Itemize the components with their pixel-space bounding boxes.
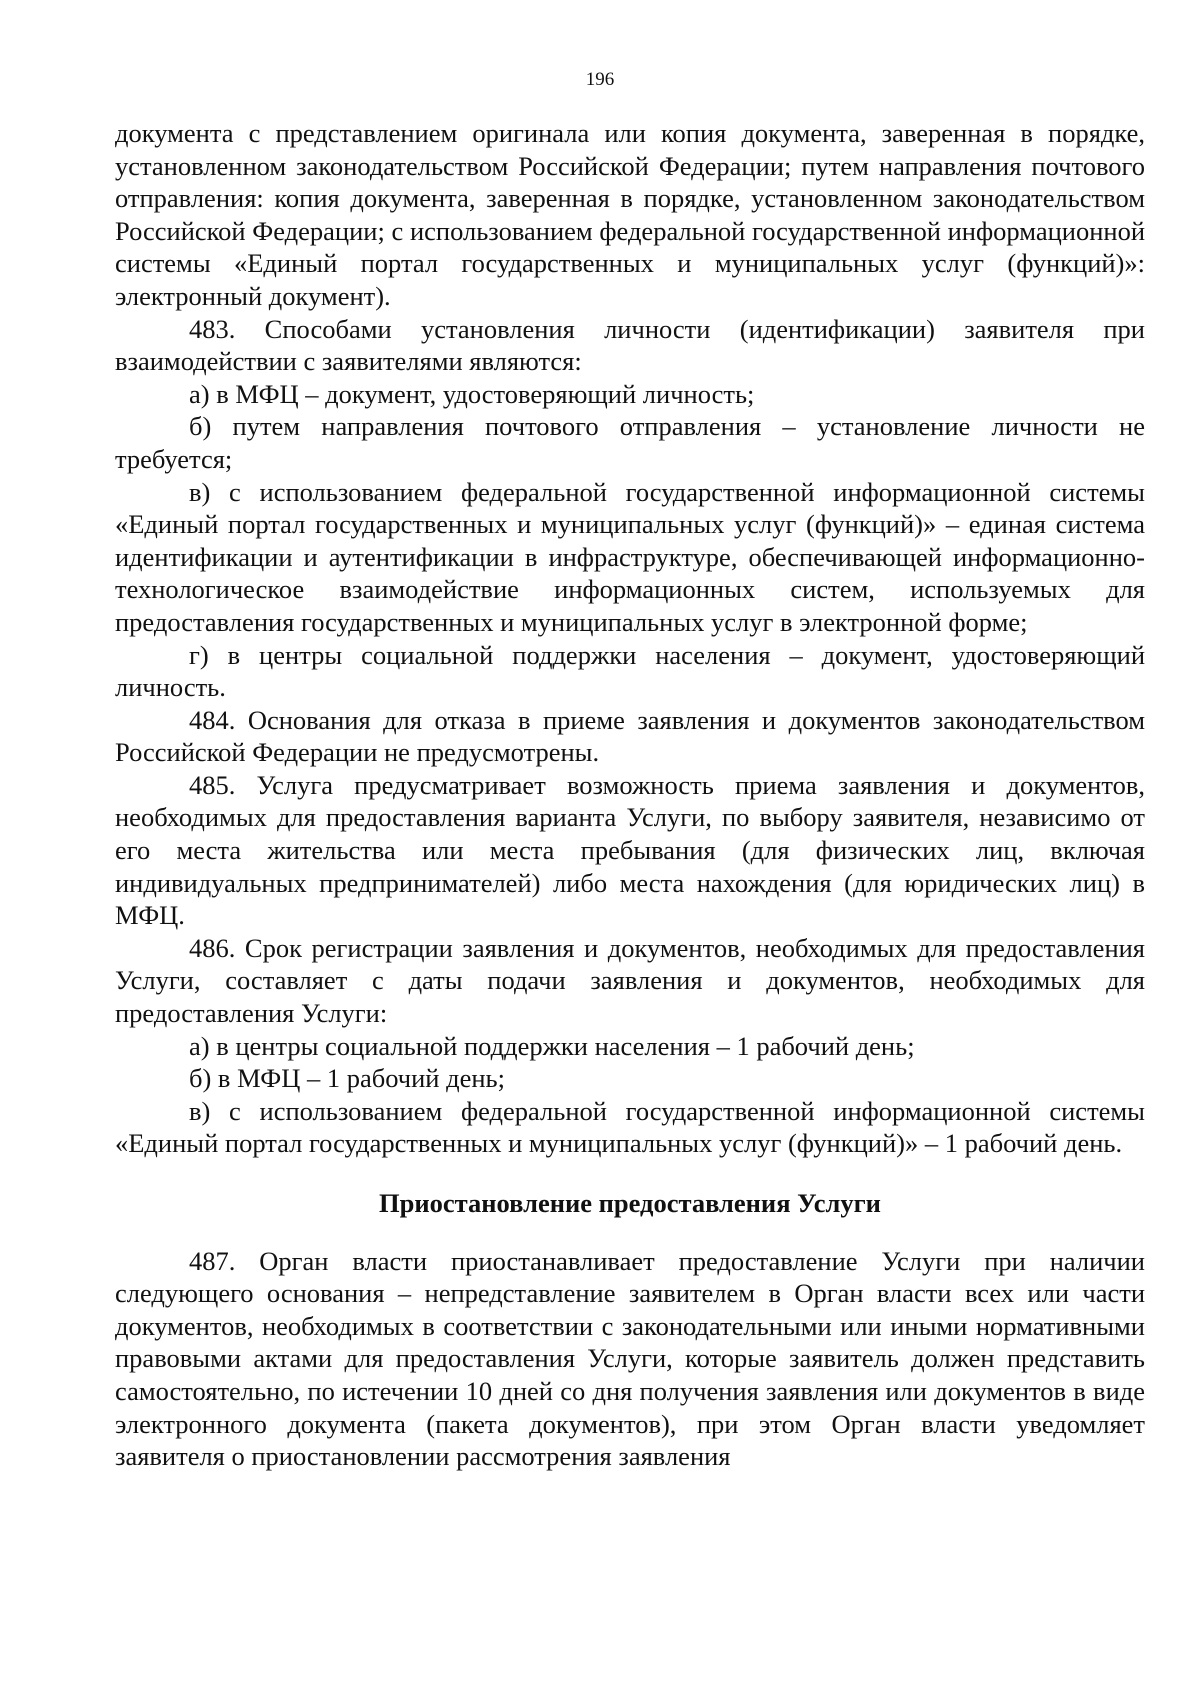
section-heading: Приостановление предоставления Услуги: [379, 1188, 881, 1218]
paragraph: в) с использованием федеральной государственной информационной системы «Единый портал государственных и муниципальных услуг (функций)» – единая система идентификации и аутентификации в инфраструктуре, обеспечивающей информационно-технологическое взаимодействие информационных систем, используемых для предоставления государственных и муниципальных услуг в электронной форме;: [115, 476, 1145, 637]
paragraphs-after-heading: [115, 1245, 1145, 1473]
paragraph: г) в центры социальной поддержки населения – документ, удостоверяющий личность.: [115, 639, 1145, 703]
paragraph: б) путем направления почтового отправления – установление личности не требуется;: [115, 411, 1145, 474]
paragraph: 486. Срок регистрации заявления и документов, необходимых для предоставления Услуги, составляет с даты подачи заявления и документов, необходимых для предоставления Услуги:: [115, 932, 1145, 1029]
paragraphs-before-heading: [115, 117, 1145, 1160]
paragraph: документа с представлением оригинала или копия документа, заверенная в порядке, установленном законодательством Российской Федерации; путем направления почтового отправления: копия документа, заверенная в порядке, установленном законодательством Российской Федерации; с использованием федеральной государственной информационной системы «Единый портал государственных и муниципальных услуг (функций)»: электронный документ).: [115, 118, 1145, 311]
paragraph: 485. Услуга предусматривает возможность приема заявления и документов, необходимых для предоставления варианта Услуги, по выбору заявителя, независимо от его места жительства или места пребывания (для физических лиц, включая индивидуальных предпринимателей) либо места нахождения (для юридических лиц) в МФЦ.: [115, 769, 1145, 931]
paragraph: а) в МФЦ – документ, удостоверяющий личность;: [189, 378, 755, 409]
paragraph: 483. Способами установления личности (идентификации) заявителя при взаимодействии с заявителями являются:: [115, 313, 1145, 377]
paragraph: 487. Орган власти приостанавливает предоставление Услуги при наличии следующего основания – непредставление заявителем в Орган власти всех или части документов, необходимых в соответствии с законодательными или иными нормативными правовыми актами для предоставления Услуги, которые заявитель должен представить самостоятельно, по истечении 10 дней со дня получения заявления или документов в виде электронного документа (пакета документов), при этом Орган власти уведомляет заявителя о приостановлении рассмотрения заявления: [115, 1245, 1145, 1472]
paragraph: в) с использованием федеральной государственной информационной системы «Единый портал государственных и муниципальных услуг (функций)» – 1 рабочий день.: [115, 1095, 1145, 1159]
paragraph: а) в центры социальной поддержки населения – 1 рабочий день;: [189, 1030, 915, 1061]
paragraph: 484. Основания для отказа в приеме заявления и документов законодательством Российской Федерации не предусмотрены.: [115, 704, 1145, 768]
page-content: [115, 117, 1145, 1473]
page-number: 196: [585, 69, 615, 90]
paragraph: б) в МФЦ – 1 рабочий день;: [189, 1063, 505, 1094]
